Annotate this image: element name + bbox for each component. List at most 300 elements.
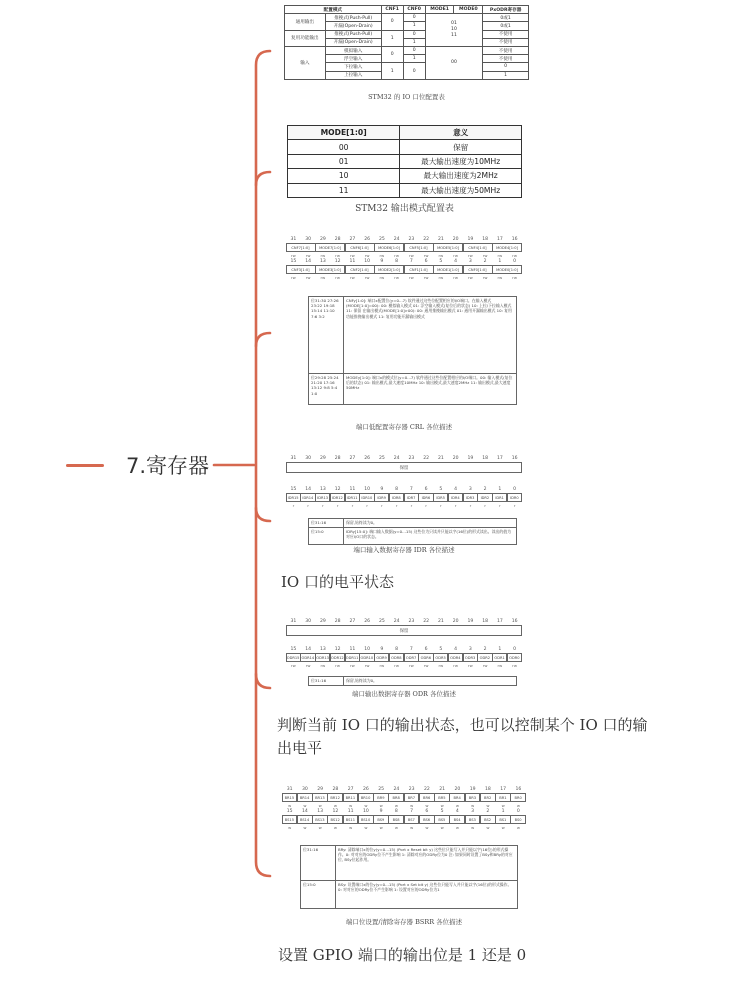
bit-access: r [366, 502, 368, 508]
bit-access: rw [453, 662, 458, 668]
bit-number: 28 [334, 619, 341, 624]
register-field: IDR5 [433, 493, 448, 502]
register-field: BS3 [465, 815, 481, 824]
bit-number: 22 [423, 619, 430, 624]
bit-number: 12 [332, 809, 339, 814]
crl-fields-low [286, 265, 522, 274]
desc-key: 位31:16 [301, 846, 336, 880]
bit-number: 21 [437, 456, 444, 461]
bit-access: rw [468, 252, 473, 258]
mode-meaning: 最大输出速度为50MHz [400, 183, 522, 197]
register-field: ODR8 [389, 653, 404, 662]
bit-number: 14 [301, 809, 308, 814]
bit-number: 16 [511, 456, 518, 461]
bit-access: w [410, 802, 414, 808]
bit-number: 21 [437, 619, 444, 624]
mode-cell: 浮空输入 [325, 55, 381, 63]
io-config-table [284, 5, 529, 80]
bit-number: 7 [409, 259, 413, 264]
mode-code: 10 [288, 169, 400, 183]
bit-number: 25 [378, 237, 385, 242]
bit-access: r [292, 502, 295, 508]
bit-access: rw [305, 274, 311, 280]
register-field: BR14 [297, 793, 313, 802]
register-field: BS6 [419, 815, 435, 824]
bit-access: r [395, 502, 398, 508]
bit-number: 4 [454, 487, 458, 492]
bit-number: 22 [423, 456, 430, 461]
bit-access: rw [335, 274, 340, 280]
bit-number: 13 [317, 809, 324, 814]
bsrr-bitnums-high [282, 786, 526, 793]
bit-number: 18 [484, 787, 491, 792]
idr-description [308, 518, 517, 545]
header-mode0: MODE0 [454, 6, 483, 14]
mode-cell: 推挽式(Push-Pull) [325, 14, 381, 22]
register-field: BR15 [282, 793, 298, 802]
bit-access: rw [497, 274, 503, 280]
bit-number: 9 [380, 647, 384, 652]
bit-number: 3 [471, 809, 475, 814]
bit-access: w [303, 802, 307, 808]
figure-crl-register[interactable] [286, 236, 522, 288]
bit-number: 7 [409, 647, 413, 652]
bit-number: 26 [364, 456, 371, 461]
register-field: ODR1 [492, 653, 507, 662]
bit-number: 24 [393, 619, 400, 624]
cnf0-cell: 0 [403, 46, 425, 54]
odr-fields-low [286, 653, 522, 662]
bit-number: 17 [496, 237, 503, 242]
header-mode-bits: MODE[1:0] [288, 126, 400, 140]
bit-number: 8 [395, 647, 399, 652]
bit-number: 20 [452, 456, 459, 461]
header-cnf0: CNF0 [403, 6, 425, 14]
caption-bsrr: 端口位设置/清除寄存器 BSRR 各位描述 [345, 918, 463, 926]
bit-access: w [501, 824, 505, 830]
bit-access: rw [350, 274, 355, 280]
bit-access: rw [482, 662, 488, 668]
bit-access: w [455, 802, 459, 808]
bit-number: 7 [410, 809, 414, 814]
bit-number: 2 [483, 259, 487, 264]
bit-number: 13 [319, 647, 326, 652]
register-field: BS15 [282, 815, 298, 824]
register-field: BR0 [510, 793, 526, 802]
connector-branch-5 [256, 674, 270, 688]
figure-bsrr-register[interactable] [282, 786, 526, 844]
bit-number: 6 [424, 647, 428, 652]
bit-access: rw [335, 662, 340, 668]
mode-meaning: 保留 [400, 140, 522, 154]
bit-number: 24 [393, 787, 400, 792]
odr-bitnums-high [286, 618, 522, 625]
bsrr-access-high [282, 802, 526, 808]
bsrr-description [300, 845, 518, 909]
bit-access: w [288, 802, 292, 808]
bit-number: 28 [334, 237, 341, 242]
bit-access: rw [291, 662, 296, 668]
register-field: BR3 [465, 793, 481, 802]
bit-access: rw [305, 662, 311, 668]
root-connector-line [66, 464, 104, 467]
bit-number: 29 [319, 237, 326, 242]
register-field: ODR10 [359, 653, 374, 662]
bit-number: 26 [362, 787, 369, 792]
bit-number: 27 [349, 456, 356, 461]
group-label: 通用输出 [285, 14, 326, 30]
register-field: BR11 [343, 793, 359, 802]
bit-access: rw [320, 662, 326, 668]
register-field: MODE6[1:0] [374, 243, 404, 252]
register-field: BS2 [480, 815, 496, 824]
bit-access: w [455, 824, 459, 830]
bit-number: 12 [334, 487, 341, 492]
bit-access: r [307, 502, 309, 508]
bit-number: 25 [378, 619, 385, 624]
bit-access: r [469, 502, 472, 508]
figure-odr-register[interactable] [286, 618, 522, 670]
bit-access: r [454, 502, 457, 508]
bit-access: w [410, 824, 414, 830]
connector-branch-2 [256, 172, 270, 185]
register-field: IDR15 [286, 493, 301, 502]
bit-number: 6 [425, 809, 429, 814]
register-field: BS14 [297, 815, 313, 824]
caption-output-mode: STM32 输出模式配置表 [355, 204, 454, 214]
register-field: BS10 [358, 815, 374, 824]
crl-bitnums-high [286, 236, 522, 243]
bit-access: r [410, 502, 413, 508]
bit-number: 25 [378, 787, 385, 792]
bit-number: 2 [483, 647, 487, 652]
bit-access: rw [409, 252, 414, 258]
idr-access-low [286, 502, 522, 508]
note-output-state[interactable]: 判断当前 IO 口的输出状态，也可以控制某个 IO 口的输出电平 [277, 716, 648, 757]
bit-access: w [425, 802, 429, 808]
bit-access: w [349, 802, 353, 808]
desc-key: 位31:30 27:26 23:22 19:18 15:14 11:10 7:6 3:2 [309, 297, 344, 373]
bit-access: rw [379, 274, 385, 280]
bit-number: 27 [347, 787, 354, 792]
bit-number: 12 [334, 647, 341, 652]
caption-io-config: STM32 的 IO 口位配置表 [368, 93, 445, 101]
register-field: CNF3[1:0] [286, 265, 316, 274]
register-field: BS5 [434, 815, 450, 824]
bit-number: 10 [364, 647, 371, 652]
bit-number: 17 [496, 619, 503, 624]
bit-access: rw [497, 662, 503, 668]
bit-number: 29 [317, 787, 324, 792]
bit-number: 2 [486, 809, 490, 814]
bit-number: 17 [500, 787, 507, 792]
register-field: BR9 [373, 793, 389, 802]
bit-number: 27 [349, 619, 356, 624]
bit-access: w [471, 824, 475, 830]
bit-access: w [440, 824, 444, 830]
mode-code: 00 [288, 140, 400, 154]
bit-access: w [333, 802, 337, 808]
odr-cell: 不使用 [483, 55, 529, 63]
bit-number: 11 [347, 809, 354, 814]
bit-number: 4 [455, 809, 459, 814]
bit-number: 17 [496, 456, 503, 461]
bit-number: 16 [511, 619, 518, 624]
cnf1-cell: 1 [381, 30, 403, 46]
desc-value: BSy: 设置端口x的位y(y=0...15) (Port x Set bit y) 这些位只能写入并只能以字(16位)的形式操作。0: 对对应的ODRy位不产生影响 1: 设置对应的ODRy位为1 [338, 882, 512, 893]
register-field: ODR13 [315, 653, 330, 662]
bit-access: r [484, 502, 486, 508]
bit-access: r [425, 502, 427, 508]
bit-number: 13 [319, 487, 326, 492]
odr-cell: 0或1 [483, 14, 529, 22]
register-field: MODE5[1:0] [433, 243, 463, 252]
bit-access: w [379, 802, 383, 808]
register-field: BR10 [358, 793, 374, 802]
bit-number: 10 [364, 259, 371, 264]
bit-access: rw [394, 662, 399, 668]
register-field: MODE2[1:0] [374, 265, 404, 274]
bit-number: 8 [395, 487, 399, 492]
cnf0-cell: 0 [403, 63, 425, 79]
bit-number: 8 [394, 809, 398, 814]
bit-number: 11 [349, 487, 356, 492]
bit-number: 0 [513, 487, 517, 492]
bit-number: 7 [409, 487, 413, 492]
bit-access: rw [394, 252, 399, 258]
register-field: MODE1[1:0] [433, 265, 463, 274]
odr-reserved: 保留 [286, 625, 522, 636]
bit-number: 28 [334, 456, 341, 461]
mode-out-value: 01 [451, 21, 457, 27]
bit-number: 27 [349, 237, 356, 242]
caption-idr: 端口输入数据寄存器 IDR 各位描述 [353, 546, 455, 554]
mode-in-cell: 00 [425, 46, 483, 79]
caption-crl: 端口低配置寄存器 CRL 各位描述 [355, 423, 453, 431]
register-field: IDR3 [463, 493, 478, 502]
register-field: ODR3 [463, 653, 478, 662]
group-label: 复用功能输出 [285, 30, 326, 46]
desc-value: MODEy[1:0]: 端口x的模式位(y=0...7) 软件通过这些位配置相应的I/O端口。00: 输入模式(复位后的状态) 01: 输出模式,最大速度10MHz 10: 输出模式,最大速度2MHz 11: 输出模式,最大速度50MHz [346, 375, 513, 391]
desc-key: 位15:0 [301, 881, 336, 908]
bit-access: rw [364, 252, 370, 258]
register-field: ODR11 [345, 653, 360, 662]
bit-number: 19 [467, 619, 474, 624]
register-field: BR8 [388, 793, 404, 802]
register-field: IDR12 [330, 493, 345, 502]
bit-number: 4 [454, 259, 458, 264]
bsrr-bitnums-low [282, 808, 526, 815]
bit-number: 19 [467, 456, 474, 461]
register-field: CNF7[1:0] [286, 243, 316, 252]
register-field: CNF1[1:0] [404, 265, 434, 274]
bit-number: 31 [290, 456, 297, 461]
desc-key: 位31:16 [309, 519, 344, 527]
bit-access: rw [438, 662, 444, 668]
bit-number: 11 [349, 647, 356, 652]
bit-number: 31 [286, 787, 293, 792]
bit-number: 3 [468, 647, 472, 652]
bit-access: w [333, 824, 337, 830]
figure-io-config-table[interactable] [284, 5, 529, 91]
desc-key: 位29:28 25:24 21:20 17:16 13:12 9:8 5:4 1:0 [309, 374, 344, 404]
bit-access: r [336, 502, 339, 508]
register-field: IDR13 [315, 493, 330, 502]
register-field: CNF6[1:0] [345, 243, 375, 252]
crl-description [308, 296, 517, 405]
bit-number: 18 [482, 456, 489, 461]
desc-value: BRy: 清除端口x的位y(y=0...15) (Port x Reset bit y) 这些位只能写入并只能以字(16位)的形式操作。0: 对对应的ODRy位不产生影响 1: 清除对应的ODRy位为0 注: 如果同时设置了BSy和BRy的对应位, BSy位起作用。 [338, 847, 513, 863]
bit-number: 19 [469, 787, 476, 792]
bit-number: 30 [305, 619, 312, 624]
caption-odr: 端口输出数据寄存器 ODR 各位描述 [351, 690, 457, 698]
register-field: BR5 [434, 793, 450, 802]
bit-number: 5 [439, 487, 443, 492]
desc-value: IDRy[15:0]: 端口输入数据(y=0...15) 这些位为只读并只能以字(16位)的形式读出。读出的值为对应I/O口的状态。 [346, 529, 512, 540]
register-field: ODR4 [448, 653, 463, 662]
bit-access: r [381, 502, 383, 508]
cnf1-cell: 0 [381, 46, 403, 62]
mode-code: 11 [288, 183, 400, 197]
bit-number: 30 [301, 787, 308, 792]
register-field: ODR0 [507, 653, 522, 662]
bit-number: 20 [454, 787, 461, 792]
register-field: BS7 [404, 815, 420, 824]
register-field: BR6 [419, 793, 435, 802]
register-field: IDR0 [507, 493, 522, 502]
bit-number: 16 [515, 787, 522, 792]
bit-number: 19 [467, 237, 474, 242]
bit-access: rw [512, 252, 517, 258]
register-field: ODR15 [286, 653, 301, 662]
bit-number: 14 [305, 487, 312, 492]
register-field: BR2 [480, 793, 496, 802]
register-field: IDR11 [345, 493, 360, 502]
desc-value: CNFy[1:0]: 端口x配置位(y=0...7) 软件通过这些位配置相应的I/O端口。在输入模式(MODE[1:0]=00): 00: 模拟输入模式 01: 浮空输入模式(复位后的状态) 10: 上拉/下拉输入模式 11: 保留 在输出模式(MODE[1:0]>00): 00: 通用推挽输出模式 01: 通用开漏输出模式 10: 复用功能推挽输出模式 11: 复用功能开漏输出模式 [346, 298, 512, 319]
register-field: BS8 [388, 815, 404, 824]
bit-access: rw [379, 252, 385, 258]
register-field: BS0 [510, 815, 526, 824]
bit-access: w [364, 824, 368, 830]
register-field: BR4 [449, 793, 465, 802]
bit-number: 0 [516, 809, 520, 814]
bit-number: 30 [305, 456, 312, 461]
odr-cell: 1 [483, 71, 529, 79]
bit-number: 29 [319, 619, 326, 624]
odr-bitnums-low [286, 646, 522, 653]
bit-number: 13 [319, 259, 326, 264]
cnf1-cell: 1 [381, 63, 403, 79]
odr-cell: 不使用 [483, 38, 529, 46]
bit-access: w [425, 824, 429, 830]
register-field: ODR14 [300, 653, 315, 662]
bit-number: 24 [393, 237, 400, 242]
register-field: BR12 [327, 793, 343, 802]
cnf0-cell: 0 [403, 30, 425, 38]
bit-number: 3 [468, 487, 472, 492]
bit-number: 5 [440, 809, 444, 814]
header-mode1: MODE1 [425, 6, 454, 14]
bit-access: rw [291, 252, 296, 258]
bit-number: 24 [393, 456, 400, 461]
note-io-level[interactable]: IO 口的电平状态 [281, 573, 394, 591]
register-field: IDR8 [389, 493, 404, 502]
bit-access: rw [394, 274, 399, 280]
bit-access: rw [320, 274, 326, 280]
bit-access: r [440, 502, 442, 508]
header-config-mode: 配置模式 [285, 6, 382, 14]
bit-number: 21 [437, 237, 444, 242]
bit-number: 16 [511, 237, 518, 242]
bit-number: 20 [452, 237, 459, 242]
bit-number: 6 [424, 259, 428, 264]
bit-access: rw [350, 662, 355, 668]
bit-access: rw [512, 662, 517, 668]
mode-code: 01 [288, 154, 400, 168]
bit-number: 31 [290, 237, 297, 242]
bit-number: 1 [498, 487, 502, 492]
bit-access: rw [364, 662, 370, 668]
bit-number: 25 [378, 456, 385, 461]
mode-cell: 上拉输入 [325, 71, 381, 79]
connector-branch-4 [256, 508, 270, 521]
bit-access: w [394, 824, 398, 830]
register-field: MODE4[1:0] [492, 243, 522, 252]
register-field: MODE7[1:0] [315, 243, 345, 252]
connector-branch-3 [256, 333, 270, 346]
bit-number: 2 [483, 487, 487, 492]
register-field: BS13 [312, 815, 328, 824]
idr-bitnums-low [286, 486, 522, 493]
bit-access: rw [423, 274, 429, 280]
bit-access: w [318, 824, 322, 830]
bit-access: rw [482, 252, 488, 258]
bit-access: w [288, 824, 292, 830]
bit-access: w [318, 802, 322, 808]
register-field: IDR2 [477, 493, 492, 502]
register-field: ODR2 [477, 653, 492, 662]
bit-number: 0 [513, 647, 517, 652]
bit-access: w [379, 824, 383, 830]
register-field: MODE3[1:0] [315, 265, 345, 274]
bit-number: 29 [319, 456, 326, 461]
header-pxodr: PxODR寄存器 [483, 6, 529, 14]
bit-access: r [322, 502, 324, 508]
desc-value: 保留,始终读为0。 [346, 520, 377, 525]
register-field: MODE0[1:0] [492, 265, 522, 274]
bsrr-fields-high [282, 793, 526, 802]
cnf1-cell: 0 [381, 14, 403, 30]
bit-number: 26 [364, 619, 371, 624]
note-gpio-output-bit[interactable]: 设置 GPIO 端口的输出位是 1 还是 0 [278, 946, 527, 964]
root-node-title[interactable]: 7.寄存器 [126, 454, 210, 478]
figure-idr-register[interactable] [286, 455, 522, 513]
mode-out-value: 11 [451, 33, 457, 39]
bit-access: w [486, 802, 490, 808]
idr-reserved: 保留 [286, 462, 522, 473]
register-field: BS9 [373, 815, 389, 824]
bit-access: w [440, 802, 444, 808]
bit-access: w [364, 802, 368, 808]
bit-number: 0 [513, 259, 517, 264]
group-label: 输入 [285, 46, 326, 79]
bit-number: 10 [362, 809, 369, 814]
mode-out-cell [425, 14, 483, 47]
figure-output-mode-table[interactable] [287, 125, 522, 195]
bit-access: rw [335, 252, 340, 258]
register-field: ODR6 [418, 653, 433, 662]
desc-key: 位15:0 [309, 528, 344, 544]
